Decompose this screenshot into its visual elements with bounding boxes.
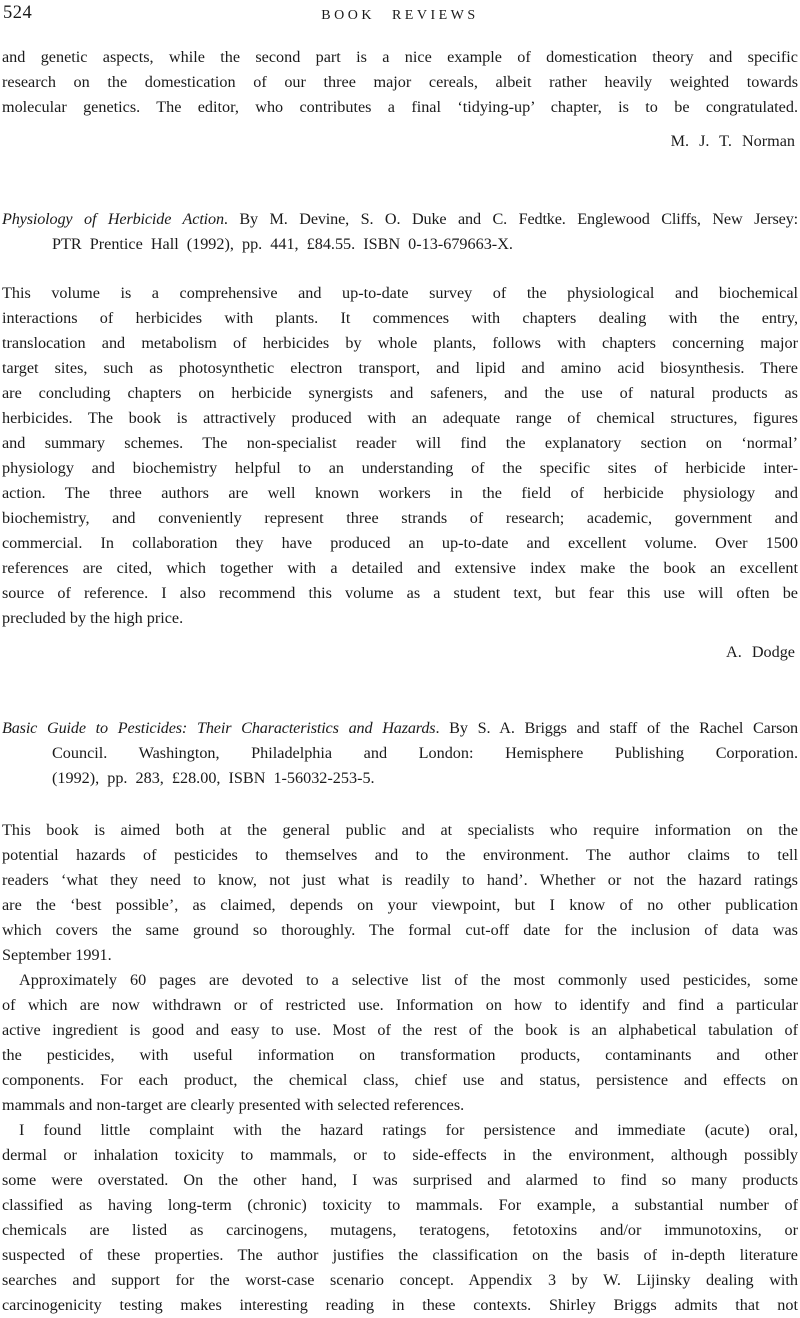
text-line: carcinogenicity testing makes interesting reading in these contexts. Shirley Briggs admits that not bbox=[2, 1296, 798, 1314]
page-header bbox=[2, 3, 798, 23]
text-line: some were overstated. On the other hand, I was surprised and alarmed to find so many products bbox=[2, 1171, 798, 1189]
text-line: This book is aimed both at the general public and at specialists who require information on the bbox=[2, 821, 798, 839]
text-line: searches and support for the worst-case scenario concept. Appendix 3 by W. Lijinsky dealing with bbox=[2, 1271, 798, 1289]
text-line: commercial. In collaboration they have produced an up-to-date and excellent volume. Over 1500 bbox=[2, 534, 798, 552]
text-line: September 1991. bbox=[2, 946, 112, 964]
book-heading bbox=[2, 207, 798, 257]
book-citation-continued bbox=[2, 741, 798, 791]
review-paragraph bbox=[2, 968, 798, 1118]
page-number: 524 bbox=[3, 3, 33, 23]
text-line: molecular genetics. The editor, who contributes a final ‘tidying-up’ chapter, is to be congratulated. bbox=[2, 98, 798, 116]
text-line: and summary schemes. The non-specialist reader will find the explanatory section on ‘normal’ bbox=[2, 434, 798, 452]
review-paragraph bbox=[2, 45, 798, 120]
text-line: research on the domestication of our three major cereals, albeit rather heavily weighted towards bbox=[2, 73, 798, 91]
text-line: target sites, such as photosynthetic electron transport, and lipid and amino acid biosynthesis. There bbox=[2, 359, 798, 377]
reviewer-signature: M. J. T. Norman bbox=[670, 132, 795, 150]
text-line: source of reference. I also recommend this volume as a student text, but fear this use will often be bbox=[2, 584, 798, 602]
review-paragraph bbox=[2, 281, 798, 631]
text-line: components. For each product, the chemical class, chief use and status, persistence and effects on bbox=[2, 1071, 798, 1089]
review-paragraph bbox=[2, 818, 798, 968]
text-line: I found little complaint with the hazard ratings for persistence and immediate (acute) oral, bbox=[19, 1121, 798, 1139]
text-line: and genetic aspects, while the second part is a nice example of domestication theory and specific bbox=[2, 48, 798, 66]
text-line: active ingredient is good and easy to use. Most of the rest of the book is an alphabetical tabulation of bbox=[2, 1021, 798, 1039]
text-line: precluded by the high price. bbox=[2, 609, 184, 627]
text-line: biochemistry, and conveniently represent three strands of research; academic, government and bbox=[2, 509, 798, 527]
text-line: action. The three authors are well known workers in the field of herbicide physiology and bbox=[2, 484, 798, 502]
text-line: chemicals are listed as carcinogens, mutagens, teratogens, fetotoxins and/or immunotoxins, or bbox=[2, 1221, 798, 1239]
text-line: references are cited, which together with a detailed and extensive index make the book an excellent bbox=[2, 559, 798, 577]
text-line: Council. Washington, Philadelphia and London: Hemisphere Publishing Corporation. bbox=[52, 744, 798, 762]
text-line: are the ‘best possible’, as claimed, depends on your viewpoint, but I know of no other publication bbox=[2, 896, 798, 914]
text-line: which covers the same ground so thoroughly. The formal cut-off date for the inclusion of data was bbox=[2, 921, 798, 939]
text-line: suspected of these properties. The author justifies the classification on the basis of in-depth literature bbox=[2, 1246, 798, 1264]
book-heading-first-line bbox=[2, 207, 798, 232]
book-citation: . By S. A. Briggs and staff of the Rachel Carson bbox=[435, 719, 798, 737]
text-line: interactions of herbicides with plants. It commences with chapters dealing with the entry, bbox=[2, 309, 798, 327]
text-line: of which are now withdrawn or of restricted use. Information on how to identify and find a particular bbox=[2, 996, 798, 1014]
text-line: physiology and biochemistry helpful to an understanding of the specific sites of herbicide inter- bbox=[2, 459, 798, 477]
running-head: BOOK REVIEWS bbox=[321, 8, 479, 23]
reviewer-signature: A. Dodge bbox=[726, 643, 795, 661]
text-line: This volume is a comprehensive and up-to-date survey of the physiological and biochemical bbox=[2, 284, 798, 302]
book-heading bbox=[2, 716, 798, 791]
text-line: (1992), pp. 283, £28.00, ISBN 1-56032-253-5. bbox=[52, 769, 375, 787]
book-title: Basic Guide to Pesticides: Their Characteristics and Hazards bbox=[2, 719, 436, 737]
text-line: herbicides. The book is attractively produced with an adequate range of chemical structures, figures bbox=[2, 409, 798, 427]
text-line: classified as having long-term (chronic) toxicity to mammals. For example, a substantial number of bbox=[2, 1196, 798, 1214]
review-paragraph bbox=[2, 1118, 798, 1318]
review-continuation bbox=[2, 45, 798, 154]
text-line: PTR Prentice Hall (1992), pp. 441, £84.55. ISBN 0-13-679663-X. bbox=[52, 235, 513, 253]
book-title: Physiology of Herbicide Action bbox=[2, 210, 224, 228]
book-citation: . By M. Devine, S. O. Duke and C. Fedtke. Englewood Cliffs, New Jersey: bbox=[223, 210, 798, 228]
review-pesticides-guide bbox=[2, 716, 798, 1318]
text-line: translocation and metabolism of herbicides by whole plants, follows with chapters concerning major bbox=[2, 334, 798, 352]
text-line: readers ‘what they need to know, not just what is readily to hand’. Whether or not the hazard ratings bbox=[2, 871, 798, 889]
text-line: dermal or inhalation toxicity to mammals, or to side-effects in the environment, although possibly bbox=[2, 1146, 798, 1164]
text-line: Approximately 60 pages are devoted to a selective list of the most commonly used pesticides, some bbox=[19, 971, 798, 989]
review-herbicide-action bbox=[2, 207, 798, 665]
text-line: mammals and non-target are clearly presented with selected references. bbox=[2, 1096, 465, 1114]
book-heading-first-line bbox=[2, 716, 798, 741]
text-line: potential hazards of pesticides to themselves and to the environment. The author claims to tell bbox=[2, 846, 798, 864]
book-citation-continued bbox=[2, 232, 798, 257]
text-line: the pesticides, with useful information on transformation products, contaminants and other bbox=[2, 1046, 798, 1064]
text-line: are concluding chapters on herbicide synergists and safeners, and the use of natural products as bbox=[2, 384, 798, 402]
